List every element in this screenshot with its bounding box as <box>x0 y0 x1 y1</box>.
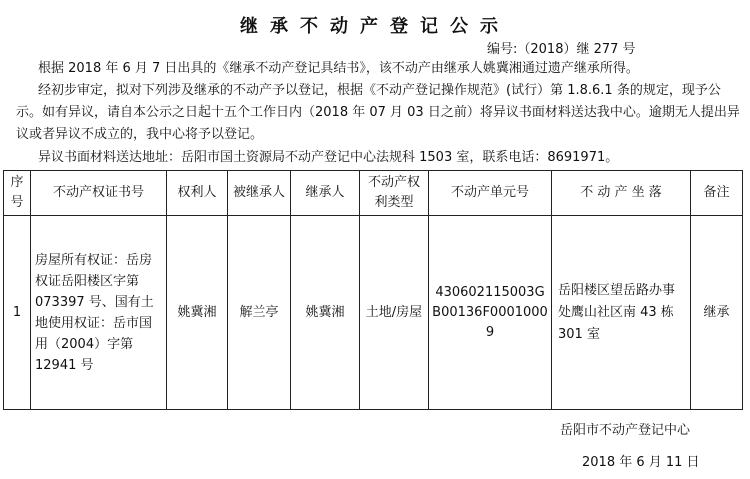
table-header-row <box>4 171 743 216</box>
cell-right-holder: 姚冀湘 <box>167 216 228 410</box>
header-heir: 继承人 <box>291 171 360 216</box>
header-remark: 备注 <box>691 171 743 216</box>
header-right-type: 不动产权利类型 <box>360 171 429 216</box>
issuer-name: 岳阳市不动产登记中心 <box>560 423 691 438</box>
paragraph-basis: 根据 2018 年 6 月 7 日出具的《继承不动产登记具结书》，该不动产由继承人姚冀湘通过遗产继承所得。 <box>38 61 639 76</box>
header-seq: 序号 <box>4 171 31 216</box>
paragraph-review: 经初步审定，拟对下列涉及继承的不动产予以登记，根据《不动产登记操作规范》(试行）第 1.8.6.1 条的规定，现予公示。如有异议，请自本公示之日起十五个工作日内（2018 年 07 月 03 日之前）将异议书面材料送达我中心。逾期无人提出异议或者异议不成立的，我中心将予以登记。 <box>16 83 740 142</box>
cell-remark: 继承 <box>691 216 743 410</box>
table-row <box>4 216 743 410</box>
document-number: 编号:（2018）继 277 号 <box>487 42 636 57</box>
header-right-holder: 权利人 <box>167 171 228 216</box>
header-location: 不 动 产 坐 落 <box>552 171 691 216</box>
cell-seq: 1 <box>4 216 31 410</box>
cell-right-type: 土地/房屋 <box>360 216 429 410</box>
cell-location: 岳阳楼区望岳路办事处鹰山社区南 43 栋 301 室 <box>552 216 691 410</box>
cell-cert-no: 房屋所有权证：岳房权证岳阳楼区字第 073397 号、国有土地使用权证：岳市国用（2004）字第 12941 号 <box>31 216 167 410</box>
cell-decedent: 解兰亭 <box>228 216 291 410</box>
issue-date: 2018 年 6 月 11 日 <box>582 455 700 470</box>
cell-unit-no: 430602115003GB00136F00010009 <box>429 216 552 410</box>
header-cert-no: 不动产权证书号 <box>31 171 167 216</box>
header-decedent: 被继承人 <box>228 171 291 216</box>
cell-heir: 姚冀湘 <box>291 216 360 410</box>
paragraph-address: 异议书面材料送达地址：岳阳市国土资源局不动产登记中心法规科 1503 室，联系电话：8691971。 <box>38 150 619 165</box>
header-unit-no: 不动产单元号 <box>429 171 552 216</box>
notice-title: 继承不动产登记公示 <box>240 16 510 37</box>
property-table <box>3 170 743 410</box>
